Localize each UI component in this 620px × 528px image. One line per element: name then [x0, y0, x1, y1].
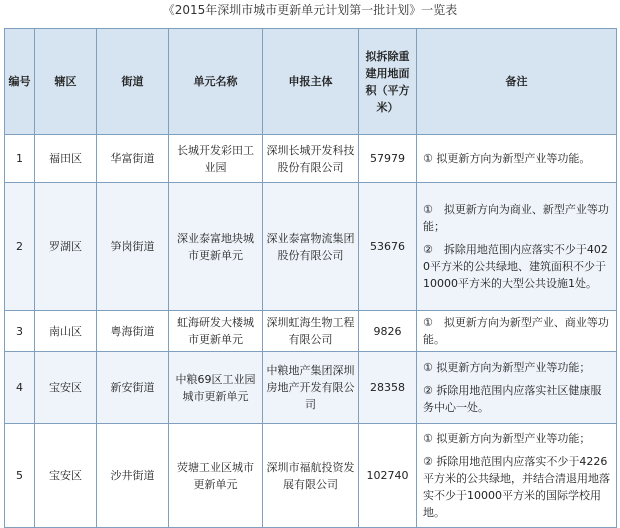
- row-unit-name: 长城开发彩田工业园: [169, 135, 263, 183]
- row-unit-name: 深业泰富地块城市更新单元: [169, 183, 263, 311]
- remark-item: ② 拆除用地范围内应落实社区健康服务中心一处。: [423, 384, 602, 414]
- header-number: 编号: [5, 29, 35, 135]
- row-applicant: 深圳虹海生物工程有限公司: [263, 311, 359, 352]
- header-applicant: 申报主体: [263, 29, 359, 135]
- row-area: 57979: [359, 135, 417, 183]
- row-applicant: 深业泰富物流集团股份有限公司: [263, 183, 359, 311]
- row-street: 笋岗街道: [97, 183, 169, 311]
- header-street: 街道: [97, 29, 169, 135]
- row-area: 28358: [359, 352, 417, 424]
- header-row: [5, 29, 617, 135]
- table-row: [5, 183, 617, 311]
- renewal-plan-table: [4, 28, 617, 528]
- row-district: 宝安区: [35, 352, 97, 424]
- row-remark: [417, 311, 617, 352]
- page-title: 《2015年深圳市城市更新单元计划第一批计划》一览表: [162, 3, 458, 17]
- row-applicant: 深圳长城开发科技股份有限公司: [263, 135, 359, 183]
- row-unit-name: 荧塘工业区城市更新单元: [169, 424, 263, 528]
- remark-item: ① 拟更新方向为新型产业、商业等功能。: [423, 316, 609, 346]
- row-street: 沙井街道: [97, 424, 169, 528]
- table-row: [5, 352, 617, 424]
- row-number: 1: [5, 135, 35, 183]
- row-remark: [417, 352, 617, 424]
- row-street: 粤海街道: [97, 311, 169, 352]
- row-number: 2: [5, 183, 35, 311]
- row-district: 福田区: [35, 135, 97, 183]
- table-row: [5, 424, 617, 528]
- remark-item: ② 拆除用地范围内应落实不少于4020平方米的公共绿地、建筑面积不少于10000平方米的大型公共设施1处。: [423, 243, 608, 290]
- table-row: [5, 311, 617, 352]
- header-district: 辖区: [35, 29, 97, 135]
- row-number: 5: [5, 424, 35, 528]
- row-area: 102740: [359, 424, 417, 528]
- row-district: 宝安区: [35, 424, 97, 528]
- row-district: 罗湖区: [35, 183, 97, 311]
- row-area: 53676: [359, 183, 417, 311]
- row-unit-name: 虹海研发大楼城市更新单元: [169, 311, 263, 352]
- row-district: 南山区: [35, 311, 97, 352]
- remark-item: ① 拟更新方向为商业、新型产业等功能；: [423, 203, 609, 233]
- row-remark: [417, 183, 617, 311]
- row-unit-name: 中粮69区工业园城市更新单元: [169, 352, 263, 424]
- remark-item: ① 拟更新方向为新型产业等功能；: [423, 361, 591, 374]
- row-applicant: 深圳市福航投资发展有限公司: [263, 424, 359, 528]
- table-row: [5, 135, 617, 183]
- row-street: 华富街道: [97, 135, 169, 183]
- row-street: 新安街道: [97, 352, 169, 424]
- row-remark: [417, 135, 617, 183]
- header-unit-name: 单元名称: [169, 29, 263, 135]
- remark-item: ② 拆除用地范围内应落实不少于4226平方米的公共绿地，并结合清退用地落实不少于10000平方米的国际学校用地。: [423, 455, 610, 519]
- row-number: 4: [5, 352, 35, 424]
- header-area: 拟拆除重建用地面积（平方米）: [359, 29, 417, 135]
- header-remark: 备注: [417, 29, 617, 135]
- remark-item: ① 拟更新方向为新型产业等功能；: [423, 432, 591, 445]
- row-number: 3: [5, 311, 35, 352]
- row-remark: [417, 424, 617, 528]
- row-applicant: 中粮地产集团深圳房地产开发有限公司: [263, 352, 359, 424]
- row-area: 9826: [359, 311, 417, 352]
- remark-item: ① 拟更新方向为新型产业等功能。: [423, 152, 591, 165]
